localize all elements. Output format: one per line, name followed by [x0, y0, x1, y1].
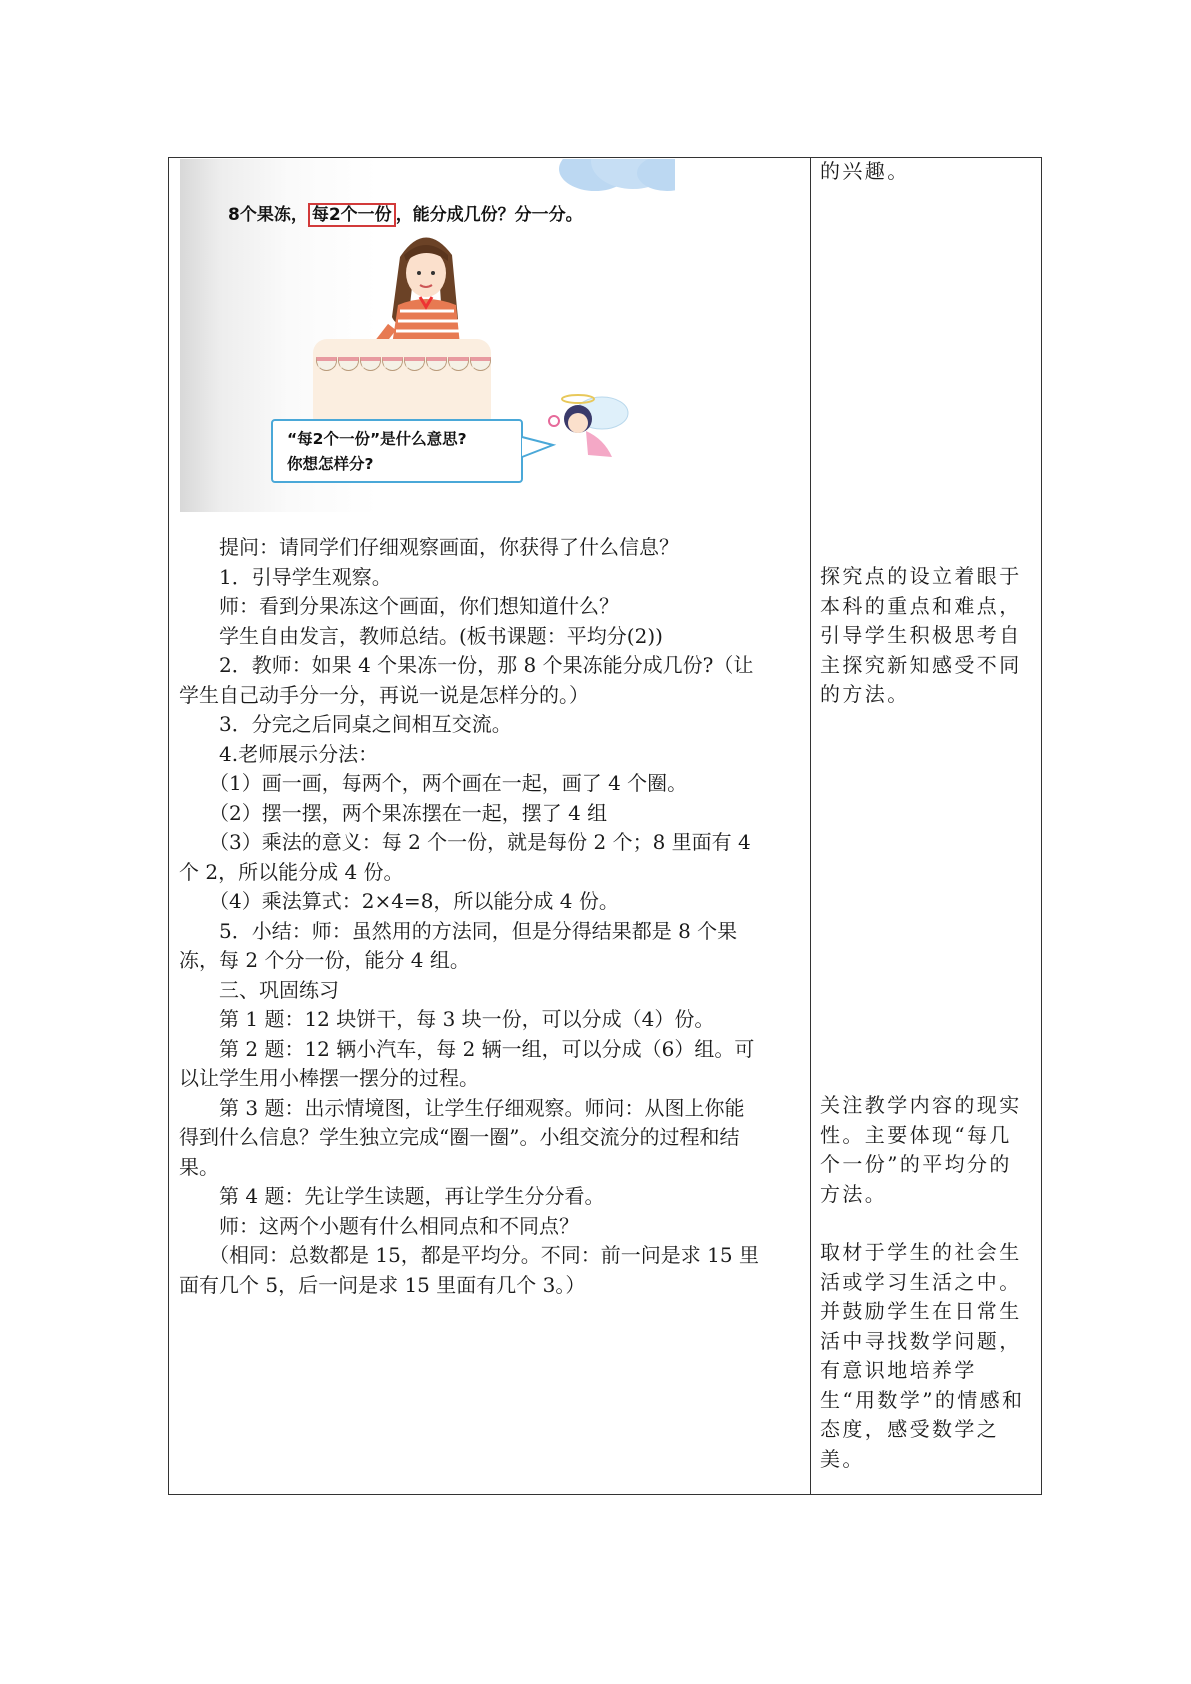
- lesson-line: 1．引导学生观察。: [219, 564, 392, 589]
- lesson-line: （2）摆一摆，两个果冻摆在一起，摆了 4 组: [209, 800, 608, 825]
- bubble-line-1: “每2个一份”是什么意思?: [287, 430, 467, 448]
- lesson-line: 提问：请同学们仔细观察画面，你获得了什么信息？: [219, 535, 679, 559]
- jelly-cup: [316, 357, 337, 371]
- lesson-line: （1）画一画，每两个，两个画在一起，画了 4 个圈。: [209, 771, 688, 795]
- bubble-line-2: 你想怎样分?: [287, 455, 374, 473]
- lesson-line: 师：这两个小题有什么相同点和不同点？: [219, 1213, 579, 1238]
- jelly-cup: [382, 357, 403, 371]
- design-note-3: 关注教学内容的现实性。主要体现“每几个一份”的平均分的方法。: [820, 1093, 1022, 1206]
- fairy-icon: [540, 391, 640, 471]
- lesson-line: 3．分完之后同桌之间相互交流。: [219, 712, 512, 736]
- problem-prompt: [228, 201, 588, 229]
- lesson-line: （4）乘法算式：2×4=8，所以能分成 4 份。: [209, 889, 619, 913]
- girl-figure-icon: [370, 227, 480, 357]
- jelly-cup: [448, 357, 469, 371]
- textbook-illustration: [180, 159, 675, 512]
- prompt-highlight: 每2个一份: [308, 203, 396, 227]
- speech-bubble: [271, 419, 523, 483]
- design-note-4: 取材于学生的社会生活或学习生活之中。并鼓励学生在日常生活中寻找数学问题，有意识地培养学生“用数学”的情感和态度，感受数学之美。: [820, 1240, 1025, 1471]
- jelly-cups: [316, 357, 491, 371]
- cloud-icon: [555, 159, 675, 199]
- lesson-line: 师：看到分果冻这个画面，你们想知道什么？: [219, 594, 619, 618]
- jelly-cup: [426, 357, 447, 371]
- lesson-body: [179, 533, 764, 1300]
- jelly-cup: [470, 357, 491, 371]
- prompt-text-1: 8个果冻，: [228, 205, 308, 225]
- lesson-line: 第 2 题：12 辆小汽车，每 2 辆一组，可以分成（6）组。可以让学生用小棒摆一摆分的过程。: [179, 1036, 755, 1090]
- design-note-2: 探究点的设立着眼于本科的重点和难点，引导学生积极思考自主探究新知感受不同的方法。: [820, 564, 1022, 706]
- column-divider: [810, 158, 811, 1494]
- jelly-cup: [360, 357, 381, 371]
- prompt-text-2: ，能分成几份？分一分。: [395, 205, 583, 225]
- lesson-line: 第 3 题：出示情境图，让学生仔细观察。师问：从图上你能得到什么信息？学生独立完成“圈一圈”。小组交流分的过程和结果。: [179, 1095, 745, 1179]
- lesson-line: 5．小结：师：虽然用的方法同，但是分得结果都是 8 个果冻，每 2 个分一份，能分 4 组。: [179, 918, 738, 972]
- lesson-line: 第 1 题：12 块饼干，每 3 块一份，可以分成（4）份。: [219, 1007, 715, 1031]
- lesson-table: [168, 157, 1042, 1495]
- lesson-line: 第 4 题：先让学生读题，再让学生分分看。: [219, 1184, 605, 1208]
- jelly-cup: [404, 357, 425, 371]
- design-note-1: 的兴趣。: [820, 159, 910, 183]
- lesson-line: （3）乘法的意义：每 2 个一份，就是每份 2 个；8 里面有 4 个 2，所以能分成 4 份。: [179, 830, 751, 884]
- lesson-line: （相同：总数都是 15，都是平均分。不同：前一问是求 15 里面有几个 5，后一问是求 15 里面有几个 3。）: [179, 1243, 759, 1297]
- lesson-line: 4.老师展示分法：: [219, 741, 379, 766]
- section-heading: 三、巩固练习: [219, 977, 339, 1002]
- lesson-line: 2．教师：如果 4 个果冻一份，那 8 个果冻能分成几份?（让学生自己动手分一分，再说一说是怎样分的。）: [179, 653, 754, 707]
- jelly-cup: [338, 357, 359, 371]
- lesson-line: 学生自由发言，教师总结。(板书课题：平均分(2)): [219, 623, 663, 648]
- tray: [313, 339, 491, 431]
